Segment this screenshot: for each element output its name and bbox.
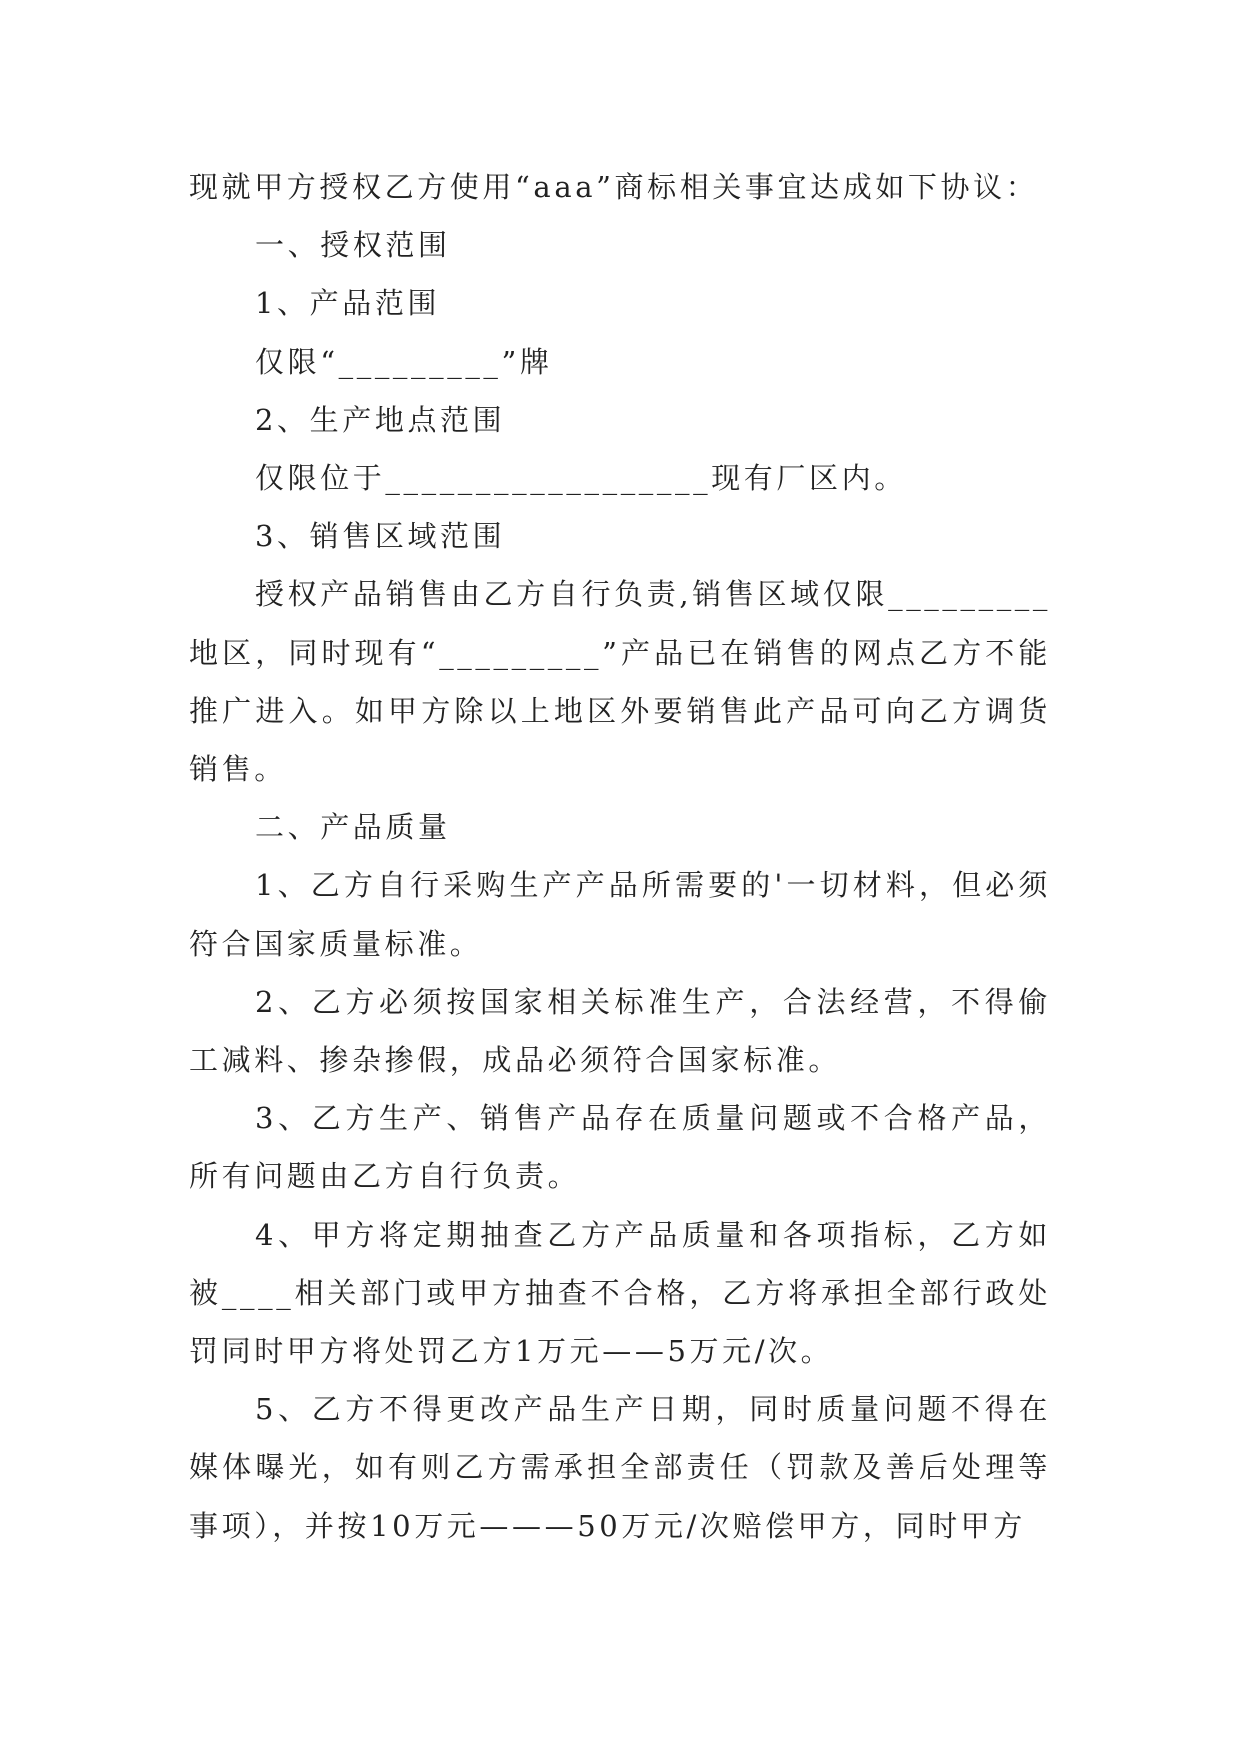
intro-paragraph: 现就甲方授权乙方使用“aaa”商标相关事宜达成如下协议： — [189, 170, 1039, 204]
subheading-product-scope: 1、产品范围 — [255, 286, 441, 321]
document-body — [189, 158, 1051, 1555]
section-heading-product-quality: 二、产品质量 — [255, 810, 451, 845]
paragraph-quality-4: 4、甲方将定期抽查乙方产品质量和各项指标，乙方如被____相关部门或甲方抽查不合格，乙方将承担全部行政处罚同时甲方将处罚乙方1万元——5万元/次。 — [189, 1217, 1051, 1369]
paragraph-factory-location: 仅限位于__________________现有厂区内。 — [255, 461, 907, 496]
subheading-production-location: 2、生产地点范围 — [255, 402, 506, 437]
subheading-sales-region: 3、销售区域范围 — [255, 519, 506, 554]
paragraph-brand-limit: 仅限“_________”牌 — [255, 344, 553, 379]
paragraph-sales-region: 授权产品销售由乙方自行负责,销售区域仅限_________地区，同时现有“_________”产品已在销售的网点乙方不能推广进入。如甲方除以上地区外要销售此产品可向乙方调货销售。 — [189, 577, 1051, 787]
paragraph-quality-3: 3、乙方生产、销售产品存在质量问题或不合格产品，所有问题由乙方自行负责。 — [189, 1101, 1051, 1194]
paragraph-quality-2: 2、乙方必须按国家相关标准生产，合法经营，不得偷工减料、掺杂掺假，成品必须符合国家标准。 — [189, 984, 1051, 1078]
section-heading-authorization-scope: 一、授权范围 — [255, 228, 451, 263]
paragraph-quality-5: 5、乙方不得更改产品生产日期，同时质量问题不得在媒体曝光，如有则乙方需承担全部责任（罚款及善后处理等事项），并按10万元———50万元/次赔偿甲方，同时甲方 — [189, 1392, 1051, 1543]
paragraph-quality-1: 1、乙方自行采购生产产品所需要的'一切材料，但必须符合国家质量标准。 — [189, 868, 1051, 961]
